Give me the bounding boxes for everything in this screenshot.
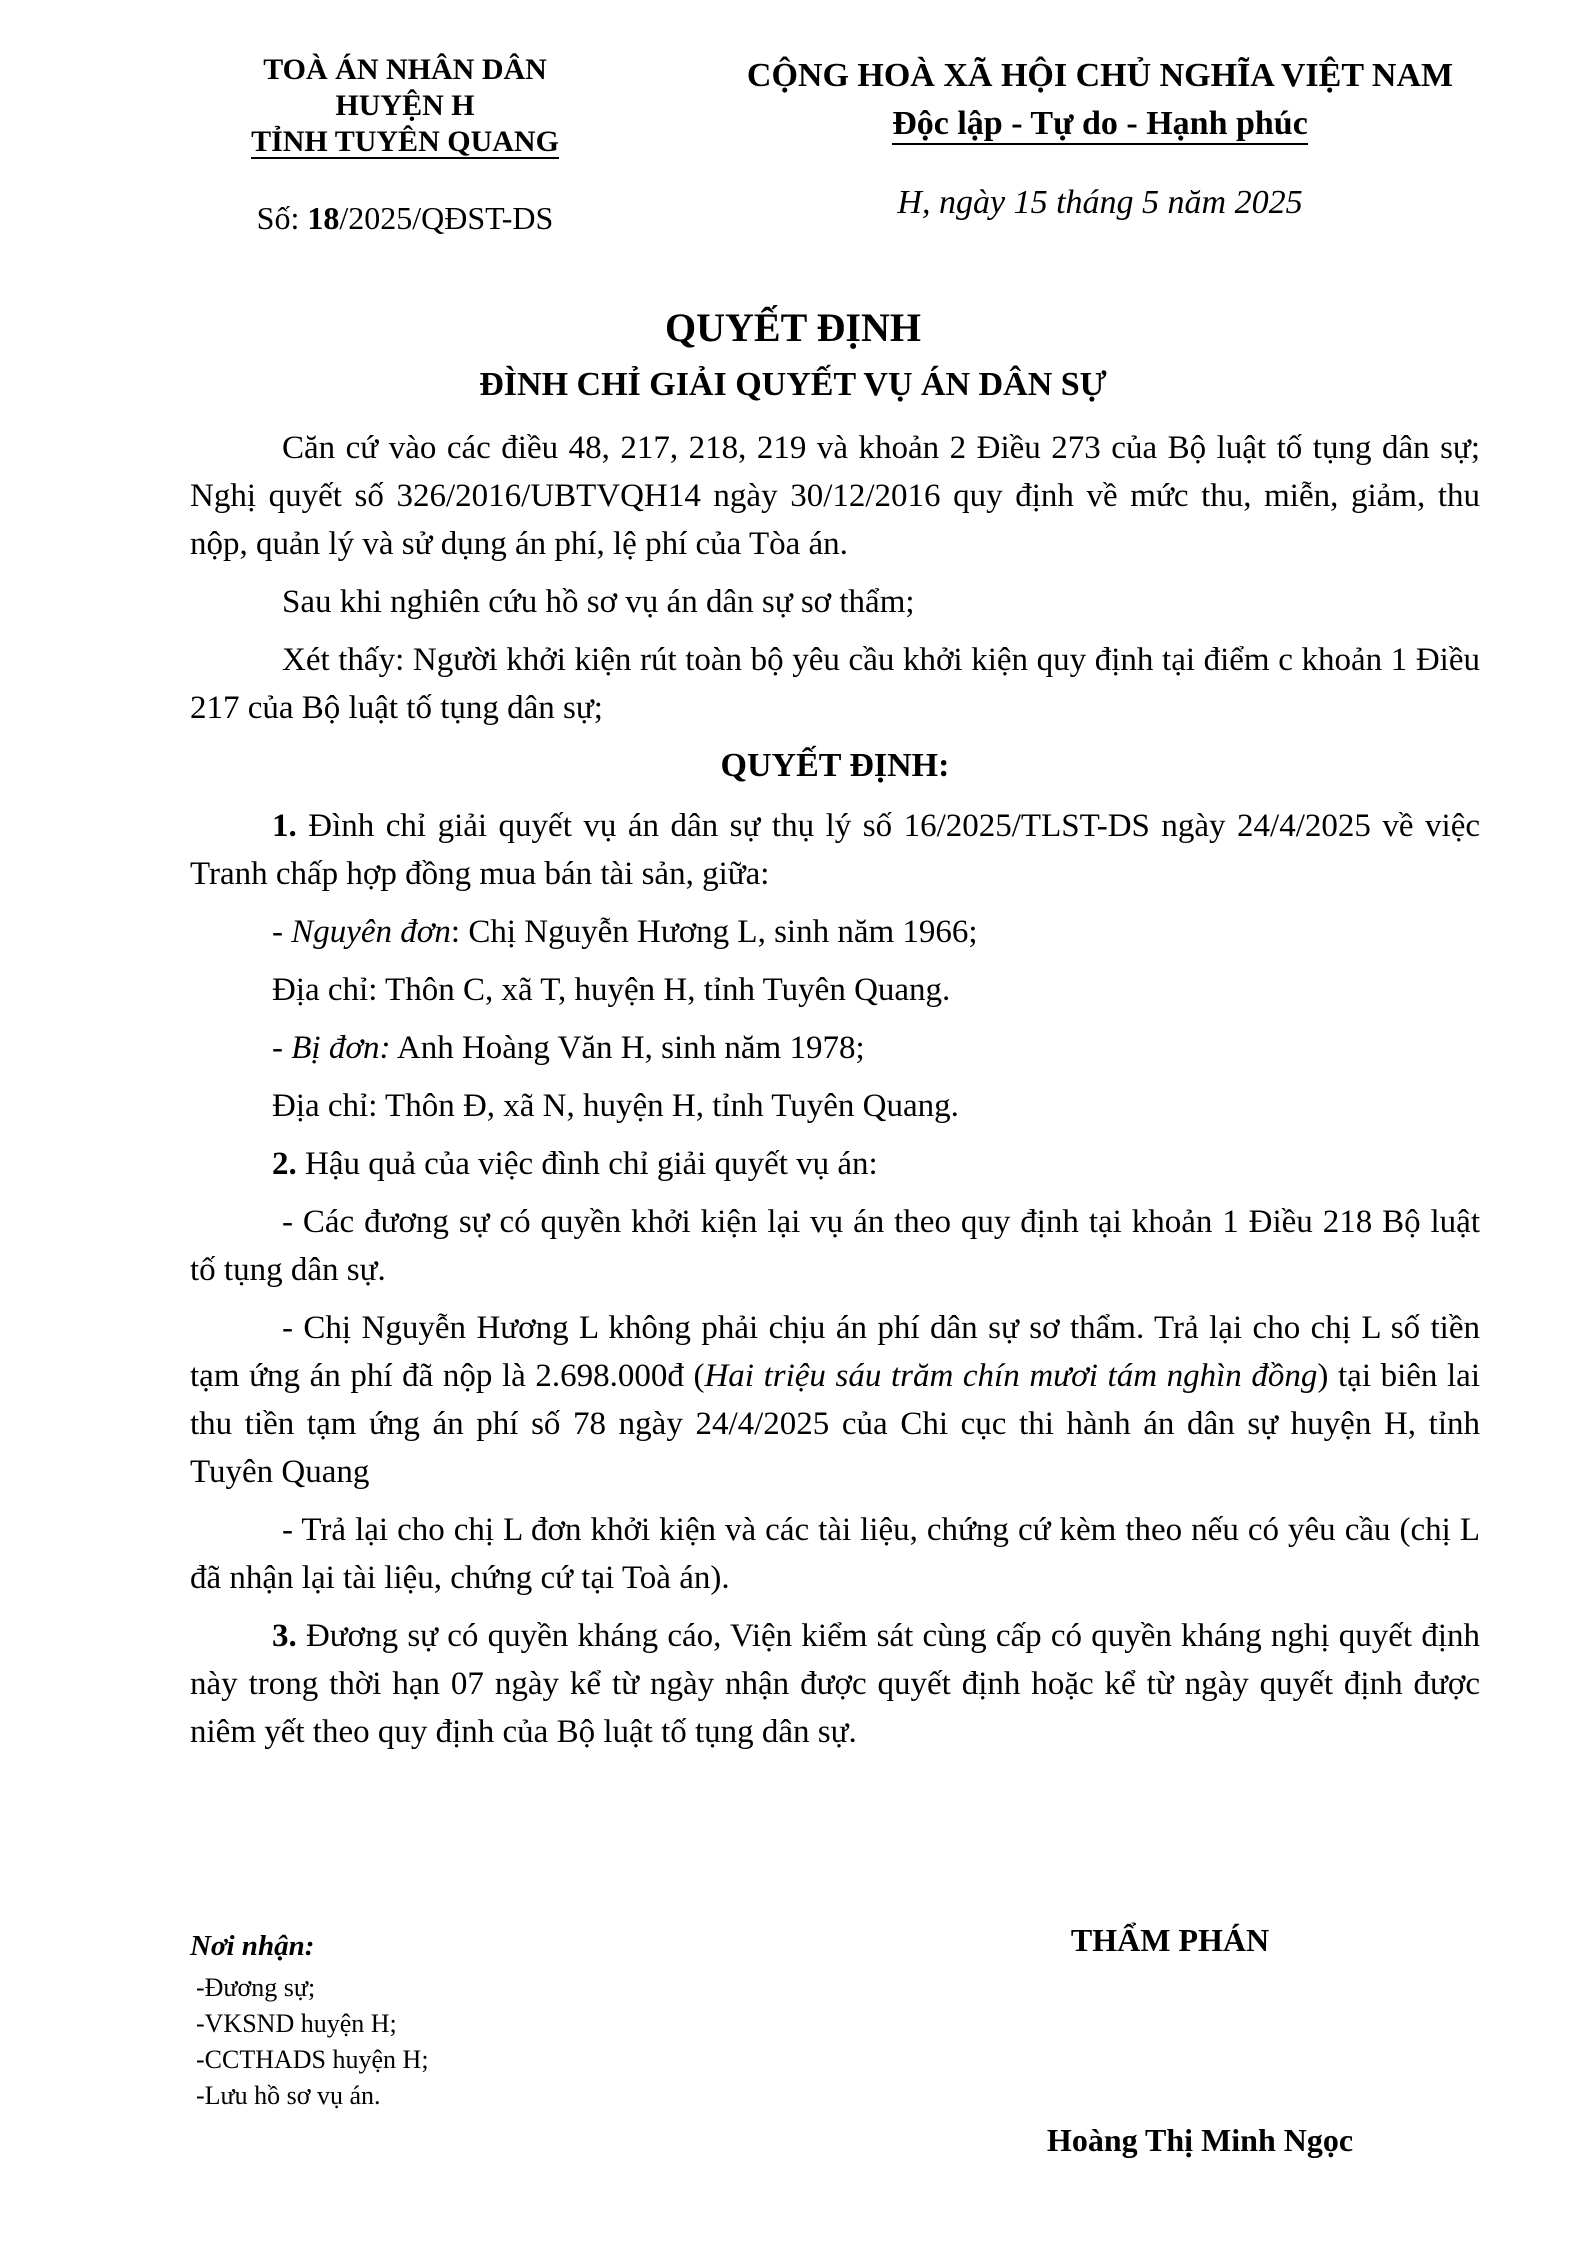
legal-basis-paragraph: Căn cứ vào các điều 48, 217, 218, 219 và khoản 2 Điều 273 của Bộ luật tố tụng dân sự; Nghị quyết số 326/2016/UBTVQH14 ngày 30/12/2016 quy định về mức thu, miễn, giảm, thu nộp, quản lý và sử dụng án phí, lệ phí của Tòa án. [190,430,1480,562]
judge-title: THẨM PHÁN [1070,1922,1270,1958]
document-number [185,200,625,237]
item-2-b-start: - Chị Nguyễn Hương L không phải chịu án phí dân sự sơ thẩm. Trả lại cho chị L số tiền tạm ứng án phí đã nộp là 2.698.000đ ( [190,1310,1480,1394]
item-3-paragraph [190,1612,1480,1756]
decision-heading: QUYẾT ĐỊNH: [720,747,950,784]
recipient-item: -Đương sự; [196,1973,316,2002]
item-2-b-end: ) tại biên lai thu tiền tạm ứng án phí số 78 ngày 24/4/2025 của Chi cục thi hành án dân sự huyện H, tỉnh Tuyên Quang [190,1358,1480,1490]
national-motto: Độc lập - Tự do - Hạnh phúc [892,105,1308,145]
judge-name: Hoàng Thị Minh Ngọc [1046,2122,1354,2158]
document-body [190,424,1480,1766]
recipient-item: -CCTHADS huyện H; [196,2045,429,2074]
item-2-b-paragraph [190,1304,1480,1496]
defendant-label: Bị đơn: [291,1030,391,1066]
national-header [690,52,1510,148]
defendant-address: Địa chỉ: Thôn Đ, xã N, huyện H, tỉnh Tuyên Quang. [272,1088,959,1124]
defendant-line [190,1024,1480,1072]
item-2-b-amount-words: Hai triệu sáu trăm chín mươi tám nghìn đồng [704,1358,1318,1394]
court-name-line2: HUYỆN H [335,89,475,122]
plaintiff-label: Nguyên đơn [291,914,451,950]
item-1-paragraph [190,802,1480,898]
recipients-list [196,1970,429,2114]
plaintiff-line [190,908,1480,956]
plaintiff-text: : Chị Nguyễn Hương L, sinh năm 1966; [450,914,978,950]
item-2-text: Hậu quả của việc đình chỉ giải quyết vụ án: [296,1146,878,1182]
item-2-c-paragraph: - Trả lại cho chị L đơn khởi kiện và các tài liệu, chứng cứ kèm theo nếu có yêu cầu (chị L đã nhận lại tài liệu, chứng cứ tại Toà án). [190,1512,1480,1596]
document-number-value: 18 [307,200,340,236]
item-1-number: 1. [272,808,297,844]
document-number-suffix: /2025/QĐST-DS [339,200,554,236]
plaintiff-dash: - [272,914,292,950]
defendant-dash: - [272,1030,292,1066]
recipient-item: -Lưu hồ sơ vụ án. [196,2081,381,2110]
country-name: CỘNG HOÀ XÃ HỘI CHỦ NGHĨA VIỆT NAM [746,57,1454,94]
recipients-title: Nơi nhận: [190,1930,315,1962]
document-title: QUYẾT ĐỊNH [665,305,921,350]
court-header [185,52,625,160]
plaintiff-address: Địa chỉ: Thôn C, xã T, huyện H, tỉnh Tuyên Quang. [272,972,951,1008]
review-paragraph: Sau khi nghiên cứu hồ sơ vụ án dân sự sơ thẩm; [282,584,915,620]
finding-paragraph: Xét thấy: Người khởi kiện rút toàn bộ yêu cầu khởi kiện quy định tại điểm c khoản 1 Điều 217 của Bộ luật tố tụng dân sự; [190,642,1480,726]
item-2-number: 2. [272,1146,297,1182]
court-name-line3: TỈNH TUYÊN QUANG [251,125,559,158]
document-subtitle: ĐÌNH CHỈ GIẢI QUYẾT VỤ ÁN DÂN SỰ [479,366,1107,403]
defendant-text: Anh Hoàng Văn H, sinh năm 1978; [390,1030,865,1066]
item-2-a-paragraph: - Các đương sự có quyền khởi kiện lại vụ án theo quy định tại khoản 1 Điều 218 Bộ luật tố tụng dân sự. [190,1204,1480,1288]
document-number-prefix: Số: [256,200,308,236]
issue-date: H, ngày 15 tháng 5 năm 2025 [897,184,1303,221]
item-2-paragraph [190,1140,1480,1188]
item-1-text: Đình chỉ giải quyết vụ án dân sự thụ lý số 16/2025/TLST-DS ngày 24/4/2025 về việc Tranh chấp hợp đồng mua bán tài sản, giữa: [190,808,1480,892]
court-name-line1: TOÀ ÁN NHÂN DÂN [263,53,547,86]
item-3-number: 3. [272,1618,297,1654]
item-3-text: Đương sự có quyền kháng cáo, Viện kiểm sát cùng cấp có quyền kháng nghị quyết định này trong thời hạn 07 ngày kể từ ngày nhận được quyết định hoặc kể từ ngày quyết định được niêm yết theo quy định của Bộ luật tố tụng dân sự. [190,1618,1480,1750]
recipient-item: -VKSND huyện H; [196,2009,397,2038]
